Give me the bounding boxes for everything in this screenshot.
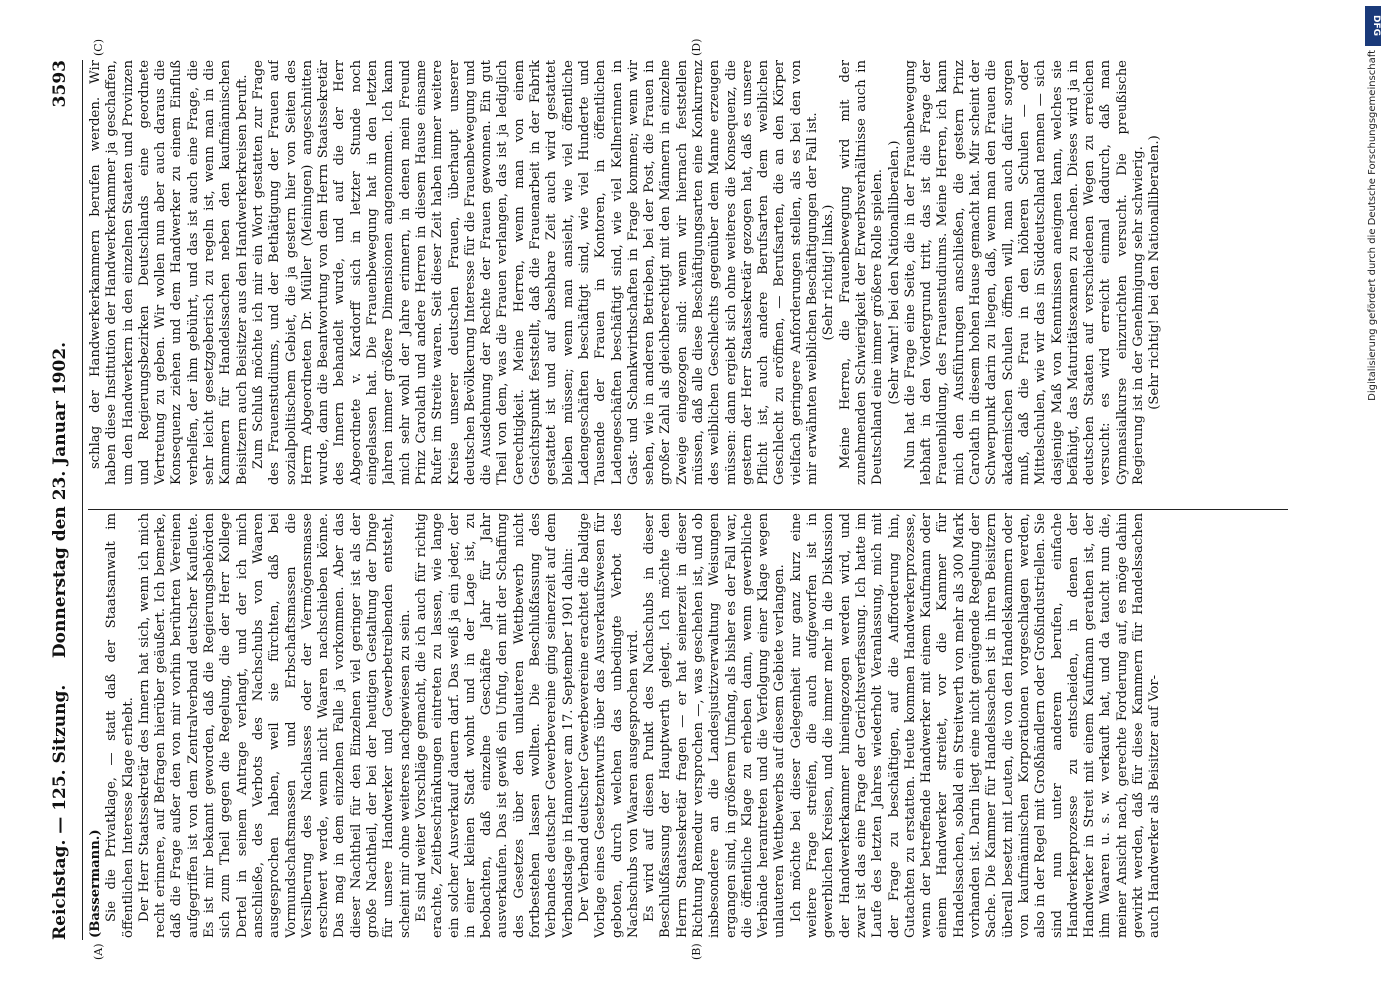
margin-marker-b: (B) [690,943,703,960]
paragraph: Es sind weiter Vorschläge gemacht, die ich auch für richtig erachte, Zeitbeschränkungen eintreten zu lassen, wie lange ein solcher Ausverkauf dauern darf. Das weiß ja ein jeder, der in einer kleinen Stadt wohnt und in der Lage ist, zu beobachten, daß einzelne Geschäfte Jahr für Jahr ausverkaufen. Das ist gewiß ein Unfug, den mit der Schaffung des Gesetzes über den unlauteren Wettbewerb nicht fortbestehen lassen wollten. Die Beschlußfassung des Verbandes deutscher Gewerbevereine ging seinerzeit auf dem Verbandstage in Hannover am 17. September 1901 dahin: [413,513,576,938]
interjection: (Sehr wahr! bei den Nationalliberalen.) [886,140,902,405]
margin-marker-a: (A) [92,943,105,960]
header-date: Donnerstag den 23. Januar 1902. [50,341,70,659]
header-rule [82,60,83,940]
paragraph: Der Herr Staatssekretär des Innern hat sich, wenn ich mich recht erinnere, auf Befragen hierüber geäußert. Ich bemerke, daß die Frage außer den von mir vorhin berührten Vereinen aufgegriffen ist von dem Zentralverband deutscher Kaufleute. Es ist mir bekannt geworden, daß die Regierungsbehörden sich zum Theil gegen die Regelung, die der Herr Kollege Dertel in seinem Antrage verlangt, und der ich mich anschließe, des Verbots des Nachschubs von Waaren ausgesprochen haben, weil sie fürchten, daß bei Vormundschaftsmassen und Erbschaftsmassen die Versilberung des Nachlasses oder der Vermögensmasse erschwert werde, wenn nicht Waaren nachschieben könne. Das mag in dem einzelnen Falle ja vorkommen. Aber das dieser Nachtheil für den Einzelnen viel geringer ist als der große Nachtheil, der bei der heutigen Gestaltung der Dinge für unsere Handwerker und Gewerbetreibenden entsteht, scheint mir ohne weiteres nachgewiesen zu sein. [136,513,413,938]
page-number: 3593 [50,60,70,108]
paragraph: Es wird auf diesen Punkt des Nachschubs in dieser Beschlußfassung der Hauptwerth gelegt. Ich möchte den Herrn Staatssekretär fragen — er hat seinerzeit in dieser Richtung Remedur versprochen —, was geschehen ist, und ob insbesondere an die Landesjustizverwaltung Weisungen ergangen sind, in größerem Umfang, als bisher es der Fall war, die öffentliche Klage zu erheben dann, wenn gewerbliche Verbände herantreten und die Verfolgung einer Klage wegen unlauteren Wettbewerbs auf diesem Gebiete verlangen. [642,513,788,938]
paragraph: Ich möchte bei dieser Gelegenheit nur ganz kurz eine weitere Frage streifen, die auch aufgeworfen ist in gewerblichen Kreisen, und die immer mehr in die Diskussion der Handwerkerkammer hineingezogen werden wird, und zwar ist das eine Frage der Gerichtsverfassung. Ich hatte im Laufe des letzten Jahres wiederholt Veranlassung, mich mit der Frage zu beschäftigen, auf die Aufforderung hin, Gutachten zu erstatten. Heute kommen Handwerkerprozesse, wenn der betreffende Handwerker mit einem Kaufmann oder einem Handwerker streitet, vor die Kammer für Handelssachen, sobald ein Streitwerth von mehr als 300 Mark vorhanden ist. Darin liegt eine nicht genügende Regelung der Sache. Die Kammer für Handelssachen ist in ihren Beisitzern überall besetzt mit Leuten, die von den Handelskammern oder von kaufmännischen Korporationen vorgeschlagen werden, also in der Regel mit Großhändlern oder Großindustriellen. Sie sind nun unter anderem berufen, einfache Handwerkerprozesse zu entscheiden, in denen der Handwerker in Streit mit einem Kaufmann gerathen ist, der ihm Waaren u. s. w. verkauft hat, und da taucht nun die, meiner Ansicht nach, gerechte Forderung auf, es möge dahin gewirkt werden, daß für diese Kammern für Handelssachen auch Handwerker als Beisitzer auf Vor- [788,513,1163,938]
paragraph: Zum Schluß möchte ich mir ein Wort gestatten zur Frage des Frauenstudiums, und der Bethätigung der Frauen auf sozialpolitischem Gebiet, die ja gestern hier von Seiten des Herrn Abgeordneten Dr. Müller (Meiningen) angeschnitten wurde, dann die Beantwortung von dem Herrn Staatssekretär des Innern behandelt wurde, und auf die der Herr Abgeordnete v. Kardorff sich in letzter Stunde noch eingelassen hat. Die Frauenbewegung hat in den letzten Jahren immer größere Dimensionen angenommen. Ich kann mich sehr wohl der Jahre erinnern, in denen mein Freund Prinz Carolath und andere Herren in diesem Hause einsame Rufer im Streite waren. Seit dieser Zeit haben immer weitere Kreise unserer deutschen Frauen, überhaupt unserer deutschen Bevölkerung Interesse für die Frauenbewegung und die Ausdehnung der Rechte der Frauen gewonnen. Ein gut Theil von dem, was die Frauen verlangen, das ist ja lediglich Gerechtigkeit. Meine Herren, wenn man von einem Gesichtspunkt feststellt, daß die Frauenarbeit in der Fabrik gestattet ist und auf absehbare Zeit auch wird gestattet bleiben müssen; wenn man ansieht, wie viel öffentliche Ladengeschäften beschäftigt sind, wie viel Hunderte und Tausende der Frauen in Kontoren, in öffentlichen Ladengeschäften beschäftigt sind, wie viel Kellnerinnen in Gast- und Schankwirthschaften in Frage kommen; wenn wir sehen, wie in anderen Betrieben, bei der Post, die Frauen in großer Zahl als gleichberechtigt mit den Männern in einzelne Zweige eingezogen sind: wenn wir hiernach feststellen müssen, daß alle diese Beschäftigungsarten eine Konkurrenz des weiblichen Geschlechts gegenüber dem Manne erzeugen müssen: dann ergiebt sich ohne weiteres die Konsequenz, die gestern der Herr Staatssekretär gezogen hat, daß es unsere Pflicht ist, auch andere Berufsarten dem weiblichen Geschlecht zu eröffnen, — Berufsarten, die an den Körper vielfach geringere Anforderungen stellen, als es bei den von mir erwähnten weiblichen Beschäftigungen der Fall ist. [250,60,821,485]
page-header [50,60,80,940]
interjection: (Sehr richtig! bei den Nationalliberalen.) [1147,135,1163,410]
right-column [88,60,1288,485]
paragraph: Meine Herren, die Frauenbewegung wird mit der zunehmenden Schwierigkeit der Erwerbsverhältnisse auch in Deutschland eine immer größere Rolle spielen. [837,60,886,485]
interjection: (Sehr richtig! links.) [821,204,837,341]
paragraph: Sie die Privatklage, — statt daß der Staatsanwalt im öffentlichen Interesse Klage erhebt. [104,513,136,938]
margin-marker-d: (D) [690,38,703,56]
dfg-logo: DFG [1365,6,1381,46]
left-column [88,513,1288,938]
paragraph: Nun hat die Frage eine Seite, die in der Frauenbewegung lebhaft in den Vordergrund tritt, das ist die Frage der Frauenbildung, des Frauenstudiums. Meine Herren, ich kann mich den Ausführungen anschließen, die gestern Prinz Carolath in diesem hohen Hause gemacht hat. Mir scheint der Schwerpunkt darin zu liegen, daß, wenn man den Frauen die akademischen Schulen öffnen will, man auch dafür sorgen muß, daß die Frau in den höheren Schulen — oder Mittelschulen, wie wir das in Süddeutschland nennen — sich dasjenige Maß von Kenntnissen aneignen kann, welches sie befähigt, das Maturitätsexamen zu machen. Dieses wird ja in deutschen Staaten auf verschiedenen Wegen zu erreichen versucht: es wird erreicht einmal dadurch, daß man Gymnasialkurse einzurichten versucht. Die preußische Regierung ist in der Genehmigung sehr schwierig. [902,60,1146,485]
paragraph: Der Verband deutscher Gewerbevereine erachtet die baldige Vorlage eines Gesetzentwurfs über das Ausverkaufswesen für geboten, durch welchen das unbedingte Verbot des Nachschubs von Waaren ausgesprochen wird. [576,513,641,938]
margin-marker-c: (C) [92,39,105,56]
paragraph: schlag der Handwerkerkammern berufen werden. Wir haben diese Institution der Handwerkerkammer ja geschaffen, um den Handwerkern in den einzelnen Staaten und Provinzen und Regierungsbezirken Deutschlands eine geordnete Vertretung zu geben. Wir wollen nun aber auch daraus die Konsequenz ziehen und dem Handwerker zu einem Einfluß verhelfen, der ihm gebührt, und das ist auch eine Frage, die sehr leicht gesetzgeberisch zu regeln ist, wenn man in die Kammern für Handelssachen neben den kaufmännischen Beisitzern auch Beisitzer aus den Handwerkerkreisen beruft. [88,60,250,485]
dfg-credit: Digitalisierung gefördert durch die Deutsche Forschungsgemeinschaft [1367,50,1378,401]
speaker-name: (Bassermann.) [88,829,103,938]
column-divider [88,509,1288,510]
header-left: Reichstag. — 125. Sitzung. [50,684,70,940]
